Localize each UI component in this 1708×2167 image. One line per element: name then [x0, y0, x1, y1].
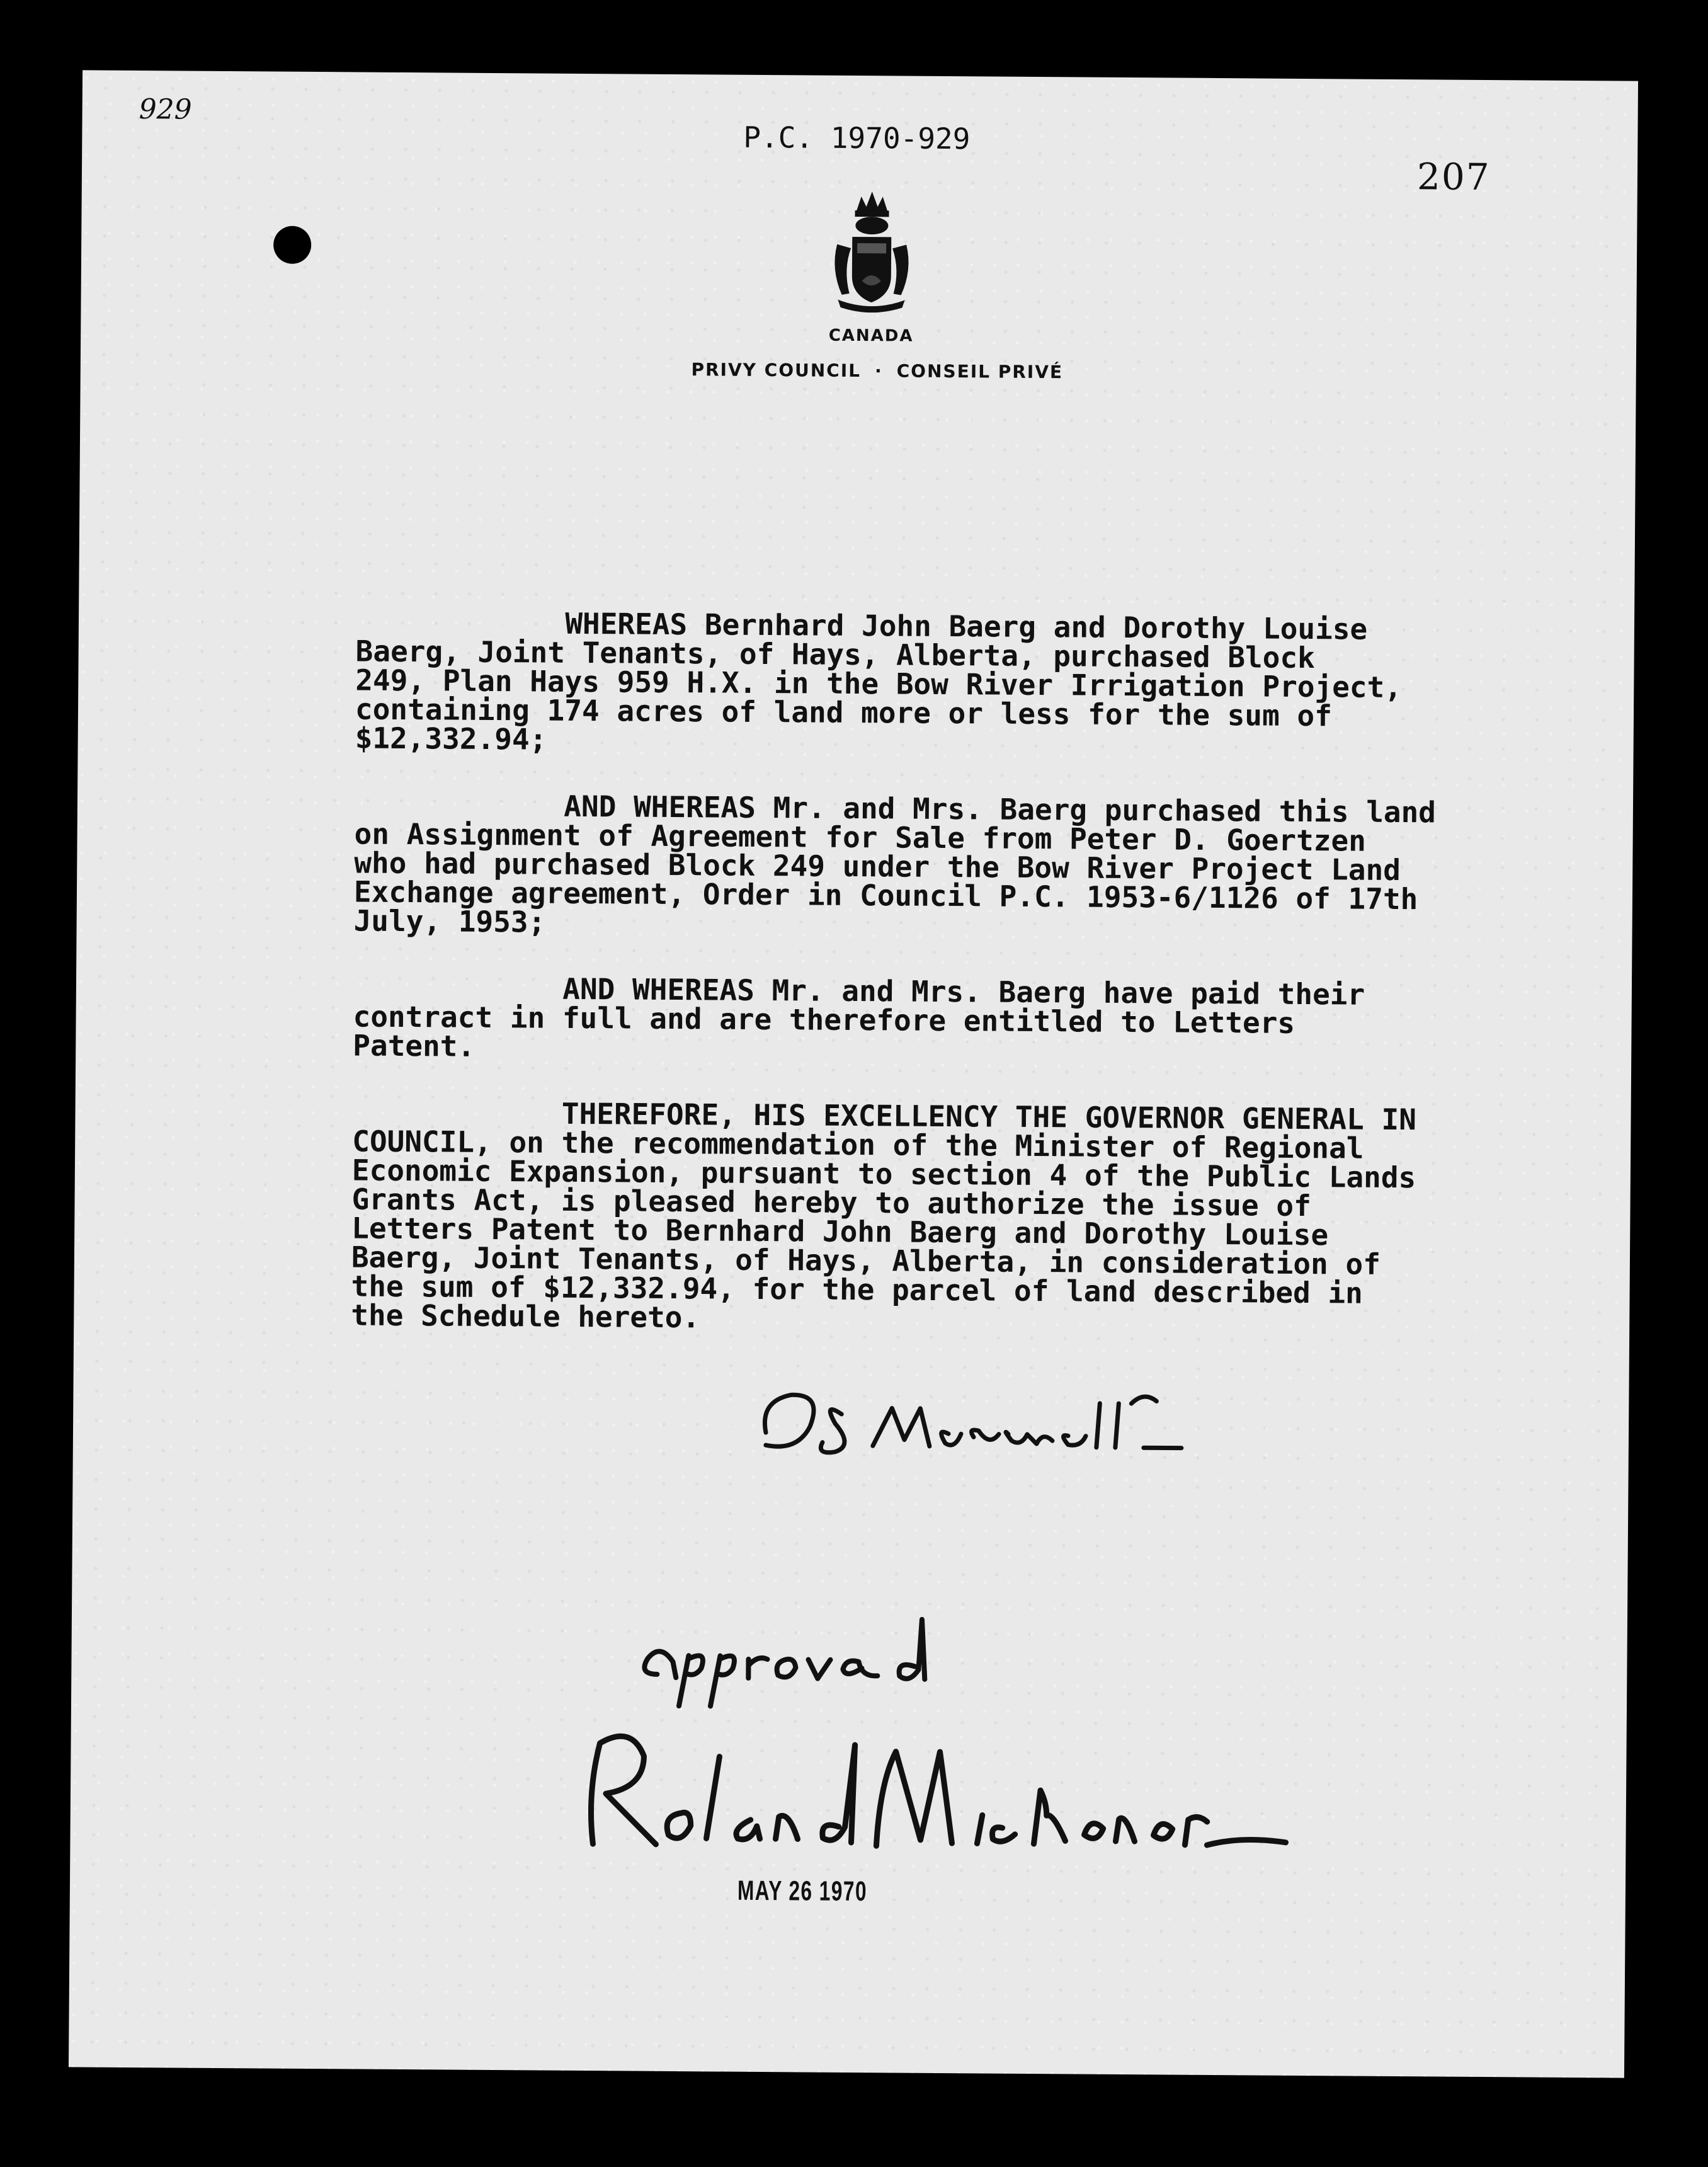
- office-name-french: CONSEIL PRIVÉ: [896, 360, 1064, 383]
- coat-of-arms-icon: [824, 188, 919, 314]
- punch-hole: [273, 226, 311, 264]
- office-name-english: PRIVY COUNCIL: [691, 359, 862, 382]
- page-number: 207: [1416, 155, 1491, 199]
- office-separator: ·: [874, 360, 883, 382]
- paper-sheet: [69, 70, 1638, 2078]
- approved-handwriting: [619, 1598, 972, 1714]
- paragraph-whereas-assignment: AND WHEREAS Mr. and Mrs. Baerg purchased this land on Assignment of Agreement for Sale from Peter D. Goertzen who had purchased Block 249 under the Bow River Project Land Exchange agreement, Order in Council P.C. 1953-6/1126 of 17th July, 1953;: [353, 787, 1437, 939]
- minister-signature: [741, 1363, 1245, 1474]
- handwritten-file-number: 929: [139, 93, 192, 126]
- country-name: CANADA: [828, 326, 914, 346]
- approval-date-stamp: MAY 26 1970: [737, 1875, 868, 1907]
- order-body: [351, 607, 1590, 1376]
- paragraph-whereas-purchase: WHEREAS Bernhard John Baerg and Dorothy Louise Baerg, Joint Tenants, of Hays, Alberta, purchased Block 249, Plan Hays 959 H.X. in the Bow River Irrigation Project, containing 174 acres of land more or less for the sum of $12,332.94;: [355, 605, 1403, 757]
- order-in-council-number: P.C. 1970-929: [743, 120, 971, 156]
- paragraph-whereas-paid: AND WHEREAS Mr. and Mrs. Baerg have paid their contract in full and are therefore entitled to Letters Patent.: [353, 970, 1365, 1063]
- governor-general-signature: [549, 1718, 1306, 1874]
- office-heading: [660, 359, 1095, 383]
- paragraph-therefore: THEREFORE, HIS EXCELLENCY THE GOVERNOR GENERAL IN COUNCIL, on the recommendation of the Minister of Regional Economic Expansion, pursuant to section 4 of the Public Lands Grants Act, is pleased hereby to authorize the issue of Letters Patent to Bernhard John Baerg and Dorothy Louise Baerg, Joint Tenants, of Hays, Alberta, in consideration of the sum of $12,332.94, for the parcel of land described in the Schedule hereto.: [351, 1095, 1417, 1335]
